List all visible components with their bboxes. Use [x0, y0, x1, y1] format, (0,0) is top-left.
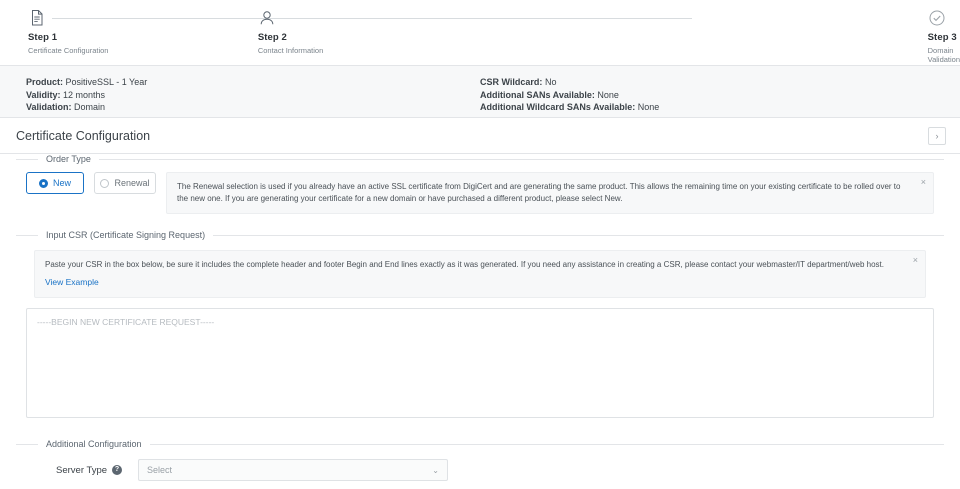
summary-right-column [480, 76, 934, 117]
summary-validity [26, 89, 480, 102]
view-example-link[interactable]: View Example [45, 277, 99, 287]
summary-sans-label: Additional SANs Available: [480, 89, 595, 100]
summary-left-column [26, 76, 480, 117]
order-type-new-label: New [52, 178, 71, 188]
order-type-new-option[interactable] [26, 172, 84, 194]
summary-product-label: Product: [26, 77, 63, 87]
collapse-section-button[interactable] [928, 127, 946, 145]
page-title: Certificate Configuration [16, 128, 151, 143]
stepper-step-1-title: Step 1 [28, 32, 58, 43]
stepper-step-2-title: Step 2 [257, 32, 287, 43]
radio-unselected-icon [100, 179, 109, 188]
summary-validity-label: Validity: [26, 89, 61, 100]
stepper-step-3-title: Step 3 [927, 32, 957, 43]
close-icon[interactable]: × [912, 255, 918, 265]
chevron-right-icon: › [935, 130, 939, 141]
close-icon[interactable]: × [920, 177, 926, 187]
chevron-down-icon: ⌄ [432, 465, 439, 475]
csr-legend: Input CSR (Certificate Signing Request) [46, 230, 206, 240]
info-icon[interactable]: ? [112, 465, 122, 475]
csr-notice [34, 250, 926, 298]
server-type-row [16, 449, 944, 481]
summary-validation [26, 101, 480, 114]
order-type-notice-text: The Renewal selection is used if you already have an active SSL certificate from DigiCert and are generating the same product. This allows the remaining time on your existing certificate to be rolled over to the new one. If you are generating your certificate for a new domain or have purchased a different product, please select New. [177, 182, 901, 203]
summary-csr-wildcard [480, 76, 934, 89]
csr-notice-text: Paste your CSR in the box below, be sure it includes the complete header and footer Begin and End lines exactly as it was generated. If you need any assistance in creating a CSR, please contact your webmaster/IT department/web host. [45, 260, 884, 269]
csr-input[interactable] [26, 308, 934, 418]
summary-product-value: PositiveSSL - 1 Year [65, 77, 148, 87]
summary-csr-wildcard-label: CSR Wildcard: [480, 77, 543, 87]
summary-validation-value: Domain [74, 102, 106, 112]
order-type-legend: Order Type [46, 154, 91, 164]
summary-validation-label: Validation: [26, 102, 72, 112]
summary-product [26, 76, 480, 89]
order-summary-bar [0, 66, 960, 118]
form-body [0, 154, 960, 481]
summary-wildcard-sans [480, 101, 934, 114]
stepper-step-2[interactable] [256, 4, 484, 66]
server-type-select-value: Select [147, 465, 173, 475]
server-type-label-group [56, 465, 128, 476]
order-type-row [26, 172, 934, 214]
order-type-renewal-option[interactable] [94, 172, 156, 194]
additional-configuration-fieldset [16, 439, 944, 481]
document-icon [28, 9, 46, 27]
user-icon [258, 9, 276, 27]
order-type-renewal-label: Renewal [114, 178, 150, 188]
csr-content [16, 240, 944, 425]
order-type-content [16, 164, 944, 216]
order-type-notice [166, 172, 934, 214]
summary-validity-value: 12 months [63, 89, 106, 100]
summary-csr-wildcard-value: No [544, 77, 557, 87]
progress-stepper [0, 4, 960, 66]
check-circle-icon [928, 9, 946, 27]
summary-sans-value: None [597, 89, 619, 100]
stepper-step-3[interactable] [484, 4, 960, 66]
server-type-label: Server Type [56, 464, 108, 476]
stepper-steps [0, 4, 960, 66]
certificate-configuration-header [0, 118, 960, 154]
csr-fieldset [16, 230, 944, 425]
stepper-step-1-subtitle: Certificate Configuration [28, 46, 109, 55]
summary-wildcard-sans-value: None [637, 102, 660, 112]
stepper-step-1[interactable] [0, 4, 256, 66]
server-type-select[interactable] [138, 459, 448, 481]
additional-configuration-legend: Additional Configuration [46, 439, 142, 449]
radio-selected-icon [39, 179, 48, 188]
stepper-step-3-subtitle: Domain Validation [927, 46, 960, 64]
summary-wildcard-sans-label: Additional Wildcard SANs Available: [480, 102, 636, 112]
order-type-fieldset [16, 154, 944, 216]
summary-sans [480, 89, 934, 102]
stepper-step-2-subtitle: Contact Information [257, 46, 324, 55]
